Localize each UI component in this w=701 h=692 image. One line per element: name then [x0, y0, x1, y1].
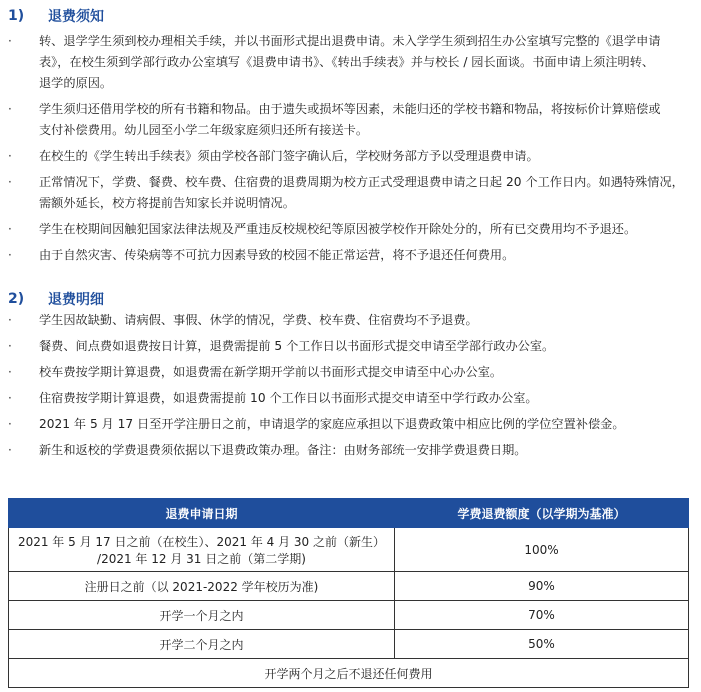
table-footer-row [9, 659, 689, 688]
section-1-list [0, 31, 701, 271]
section-2-title: 退费明细 [48, 292, 104, 308]
date-cell: 开学二个月之内 [9, 630, 395, 659]
list-item-text: 表》，在校生须到学部行政办公室填写《退费申请书》、《转出手续表》并与校长 / 园长面谈。书面申请上须注明转、 [39, 55, 655, 69]
list-item-text: 退学的原因。 [39, 76, 113, 90]
bullet-icon: · [8, 149, 12, 163]
list-item [0, 219, 701, 240]
section-1-heading [8, 6, 104, 26]
date-cell [9, 528, 395, 572]
bullet-icon: · [8, 34, 12, 48]
bullet-icon: · [8, 443, 12, 457]
list-item [0, 99, 701, 141]
list-item-text: 住宿费按学期计算退费，如退费需提前 10 个工作日以书面形式提交申请至中学行政办公室。 [39, 391, 538, 405]
table-row [9, 630, 689, 659]
list-item [0, 362, 701, 383]
section-2-heading [8, 289, 104, 309]
bullet-icon: · [8, 339, 12, 353]
list-item [0, 310, 701, 331]
bullet-icon: · [8, 102, 12, 116]
bullet-icon: · [8, 248, 12, 262]
bullet-icon: · [8, 175, 12, 189]
section-2-list [0, 310, 701, 466]
list-item [0, 414, 701, 435]
amount-cell: 90% [394, 572, 688, 601]
list-item-text: 由于自然灾害、传染病等不可抗力因素导致的校园不能正常运营，将不予退还任何费用。 [39, 248, 515, 262]
amount-cell: 70% [394, 601, 688, 630]
table-row [9, 601, 689, 630]
list-item-text: 正常情况下，学费、餐费、校车费、住宿费的退费周期为校方正式受理退费申请之日起 20 个工作日内。如遇特殊情况， [39, 175, 684, 189]
list-item-text: 校车费按学期计算退费，如退费需在新学期开学前以书面形式提交申请至中心办公室。 [39, 365, 503, 379]
list-item [0, 336, 701, 357]
section-2-number: 2) [8, 291, 25, 307]
list-item [0, 388, 701, 409]
bullet-icon: · [8, 365, 12, 379]
list-item-text: 在校生的《学生转出手续表》须由学校各部门签字确认后，学校财务部方予以受理退费申请。 [39, 149, 539, 163]
date-cell: 注册日之前（以 2021-2022 学年校历为准) [9, 572, 395, 601]
table-header-row [9, 499, 689, 528]
footer-note-cell: 开学两个月之后不退还任何费用 [9, 659, 689, 688]
column-header-date: 退费申请日期 [9, 499, 395, 528]
bullet-icon: · [8, 391, 12, 405]
date-cell-line: 2021 年 5 月 17 日之前（在校生）、2021 年 4 月 30 之前（新生） [17, 534, 385, 549]
list-item-text: 2021 年 5 月 17 日至开学注册日之前，申请退学的家庭应承担以下退费政策中相应比例的学位空置补偿金。 [39, 417, 625, 431]
list-item-text: 转、退学学生须到校办理相关手续，并以书面形式提出退费申请。未入学学生须到招生办公室填写完整的《退学申请 [39, 34, 661, 48]
list-item [0, 440, 701, 461]
list-item [0, 245, 701, 266]
list-item-text: 餐费、间点费如退费按日计算，退费需提前 5 个工作日以书面形式提交申请至学部行政办公室。 [39, 339, 555, 353]
table-row [9, 528, 689, 572]
bullet-icon: · [8, 222, 12, 236]
list-item-text: 需额外延长，校方将提前告知家长并说明情况。 [39, 196, 295, 210]
list-item-text: 新生和返校的学费退费须依据以下退费政策办理。备注：由财务部统一安排学费退费日期。 [39, 443, 527, 457]
bullet-icon: · [8, 417, 12, 431]
date-cell-line: /2021 年 12 月 31 日之前（第二学期) [97, 551, 306, 566]
column-header-amount: 学费退费额度（以学期为基准） [394, 499, 688, 528]
table-row [9, 572, 689, 601]
amount-cell: 50% [394, 630, 688, 659]
list-item [0, 31, 701, 94]
list-item-text: 学生在校期间因触犯国家法律法规及严重违反校规校纪等原因被学校作开除处分的，所有已交费用均不予退还。 [39, 222, 637, 236]
bullet-icon: · [8, 313, 12, 327]
section-1-title: 退费须知 [48, 9, 104, 25]
date-cell: 开学一个月之内 [9, 601, 395, 630]
list-item-text: 学生须归还借用学校的所有书籍和物品。由于遗失或损坏等因素，未能归还的学校书籍和物品，将按标价计算赔偿或 [39, 102, 661, 116]
amount-cell: 100% [394, 528, 688, 572]
list-item-text: 学生因故缺勤、请病假、事假、休学的情况，学费、校车费、住宿费均不予退费。 [39, 313, 478, 327]
list-item [0, 172, 701, 214]
list-item [0, 146, 701, 167]
section-1-number: 1) [8, 8, 25, 24]
list-item-text: 支付补偿费用。幼儿园至小学二年级家庭须归还所有接送卡。 [39, 123, 369, 137]
refund-policy-table [8, 498, 689, 688]
